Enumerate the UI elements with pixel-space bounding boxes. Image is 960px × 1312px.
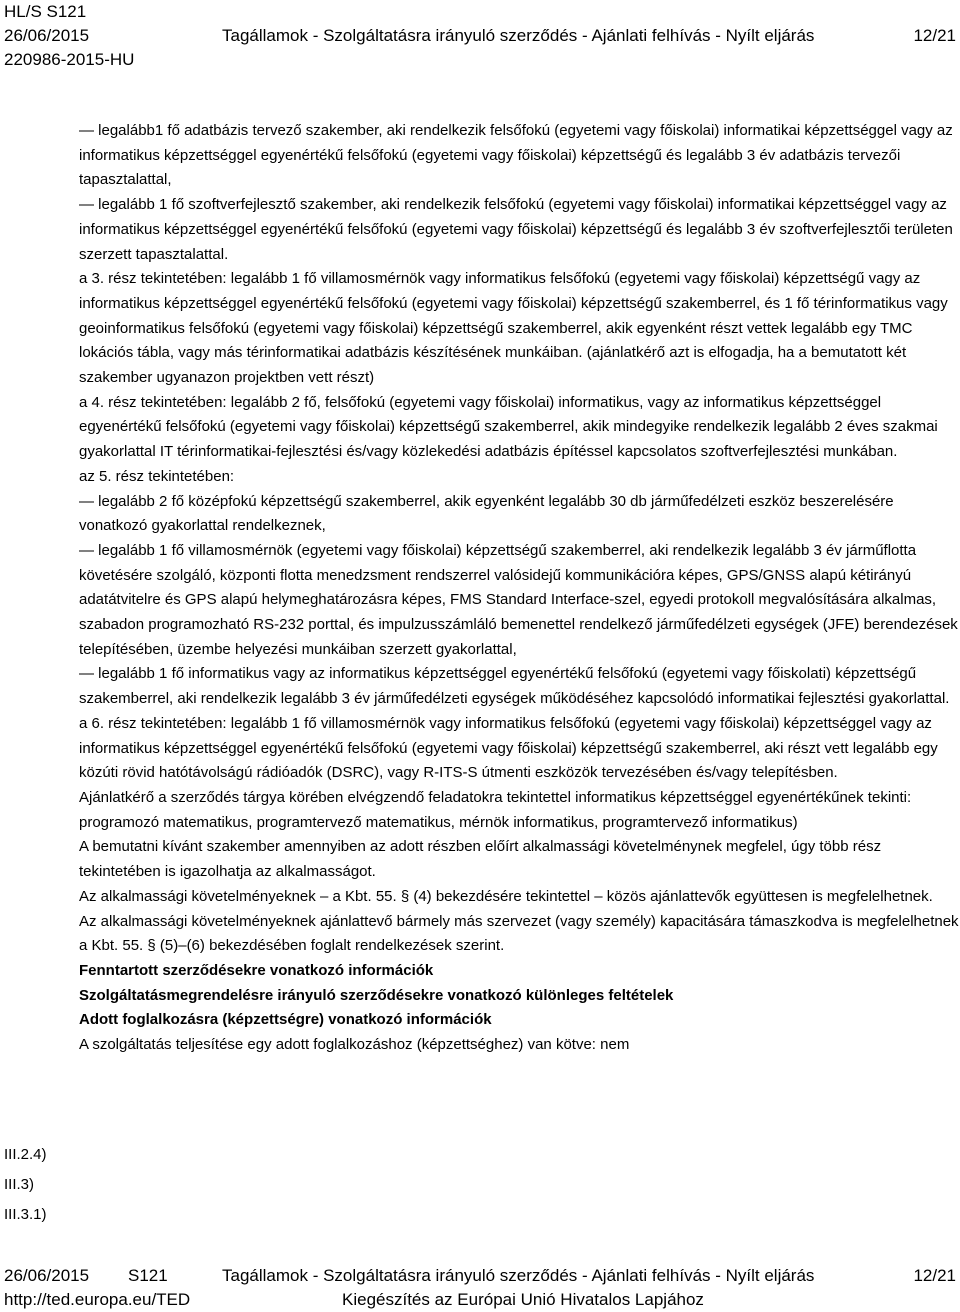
header-doc-id: 220986-2015-HU (4, 50, 135, 69)
paragraph-part-4: a 4. rész tekintetében: legalább 2 fő, felsőfokú (egyetemi vagy főiskolai) informatikus, vagy az informatikus képzettséggel egyenértékű felsőfokú (egyetemi vagy főiskolai) képzettségű szakemberrel, akik mindegyike rendelkezik legalább 2 éves szakmai gyakorlattal IT térinformatikai-fejlesztési és/vagy közlekedési adatbázis építéssel kapcsolatos szoftverfejlesztési munkában. (79, 393, 938, 461)
footer-code: S121 (128, 1266, 168, 1285)
footer-page-number: 12/21 (913, 1266, 956, 1285)
footer-date: 26/06/2015 (4, 1266, 90, 1285)
section-title-reserved-contracts: Fenntartott szerződésekre vonatkozó információk (79, 961, 434, 979)
paragraph-part-3: a 3. rész tekintetében: legalább 1 fő villamosmérnök vagy informatikus felsőfokú (egyetemi vagy főiskolai) képzettségű vagy az informatikus képzettséggel egyenértékű felsőfokú (egyetemi vagy főiskolai) képzettségű szakemberrel, és 1 fő térinformatikus vagy geoinformatikus felsőfokú (egyetemi vagy főiskolai) képzettségű szakemberrel, akik egyenként részt vettek legalább egy TMC lokációs tábla, vagy más térinformatikai adatbázis készítésének munkáiban. (ajánlatkérő azt is elfogadja, ha a bemutatott két szakember ugyanazon projektben vett részt) (79, 270, 948, 387)
paragraph-software-developer: — legalább 1 fő szoftverfejlesztő szakember, aki rendelkezik felsőfokú (egyetemi vagy főiskolai) informatikai képzettséggel vagy az informatikus képzettséggel egyenértékű felsőfokú (egyetemi vagy főiskolai) képzettségű és legalább 3 év szoftverfejlesztői területen szerzett tapasztalattal. (79, 196, 953, 263)
paragraph-part-5-item-2: — legalább 1 fő villamosmérnök (egyetemi vagy főiskolai) képzettségű szakemberrel, aki rendelkezik legalább 3 év járműflotta követésére szolgáló, központi flotta menedzsment rendszerrel valósidejű kommunikációra képes, GPS/GNSS alapú kétirányú adatátvitelre és GPS alapú helymeghatározásra képes, FMS Standard Interface-szel, egyedi protokoll megvalósítására alkalmas, szabadon programozható RS-232 porttal, és impulzusszámláló bemenettel rendelkező járműfedélzeti egységek (JFE) berendezések telepítésében, üzembe helyezési munkáiban szerzett gyakorlattal, (79, 541, 958, 658)
paragraph-dba-designer: — legalább1 fő adatbázis tervező szakember, aki rendelkezik felsőfokú (egyetemi vagy főiskolai) informatikai képzettséggel vagy az informatikus képzettséggel egyenértékű felsőfokú (egyetemi vagy főiskolai) képzettségű és legalább 3 év adatbázis tervezői tapasztalattal, (79, 122, 953, 189)
section-number-service-contracts: III.3) (4, 1176, 35, 1193)
footer-url-link[interactable]: http://ted.europa.eu/TED (4, 1290, 191, 1309)
paragraph-part-6: a 6. rész tekintetében: legalább 1 fő villamosmérnök vagy informatikus felsőfokú (egyetemi vagy főiskolai) képzettséggel vagy az informatikus képzettséggel egyenértékű felsőfokú (egyetemi vagy főiskolai) képzettségű szakemberrel, aki részt vett legalább egy közúti rövid hatótávolságú rádióadók (DSRC), vagy R-ITS-S útmenti eszközök tervezésében és/vagy telepítésben. (79, 714, 938, 782)
paragraph-part-5-item-1: — legalább 2 fő középfokú képzettségű szakemberrel, akik egyenként legalább 30 db járműfedélzeti eszköz beszerelésére vonatkozó gyakorlattal rendelkeznek, (79, 492, 894, 535)
paragraph-equivalents: Ajánlatkérő a szerződés tárgya körében elvégzendő feladatokra tekintettel informatikus képzettséggel egyenértékűnek tekinti: programozó matematikus, programtervező matematikus, mérnök informatikus, programtervező informatikus) (79, 788, 912, 831)
document-body (79, 119, 959, 1058)
footer-publisher: Kiegészítés az Európai Unió Hivatalos Lapjához (342, 1290, 704, 1309)
section-text-profession: A szolgáltatás teljesítése egy adott foglalkozáshoz (képzettséghez) van kötve: nem (79, 1036, 630, 1054)
paragraph-joint-bidders: Az alkalmassági követelményeknek – a Kbt. 55. § (4) bekezdésére tekintettel – közös ajánlattevők együttesen is megfelelhetnek. (79, 887, 933, 905)
paragraph-part-5-intro: az 5. rész tekintetében: (79, 467, 235, 485)
paragraph-capacity: Az alkalmassági követelményeknek ajánlattevő bármely más szervezet (vagy személy) kapacitására támaszkodva is megfelelhetnek a Kbt. 55. § (5)–(6) bekezdésében foglalt rendelkezések szerint. (79, 912, 959, 955)
paragraph-multiple-parts: A bemutatni kívánt szakember amennyiben az adott részben előírt alkalmassági követelménynek megfelel, úgy több rész tekintetében is igazolhatja az alkalmasságot. (79, 838, 882, 881)
section-number-profession: III.3.1) (4, 1206, 47, 1223)
section-title-profession: Adott foglalkozásra (képzettségre) vonatkozó információk (79, 1011, 492, 1029)
header-title: Tagállamok - Szolgáltatásra irányuló szerződés - Ajánlati felhívás - Nyílt eljárás (222, 26, 815, 45)
paragraph-part-5-item-3: — legalább 1 fő informatikus vagy az informatikus képzettséggel egyenértékű felsőfokú (egyetemi vagy főiskolati) képzettségű szakemberrel, aki rendelkezik legalább 3 év járműfedélzeti egységek működéséhez kapcsolódó informatikai fejlesztési gyakorlattal. (79, 665, 950, 708)
header-page-number: 12/21 (913, 26, 956, 45)
footer-title: Tagállamok - Szolgáltatásra irányuló szerződés - Ajánlati felhívás - Nyílt eljárás (222, 1266, 815, 1285)
header-series: HL/S S121 (4, 2, 87, 21)
section-number-reserved-contracts: III.2.4) (4, 1146, 47, 1163)
header-date: 26/06/2015 (4, 26, 90, 45)
section-title-service-contracts: Szolgáltatásmegrendelésre irányuló szerződésekre vonatkozó különleges feltételek (79, 986, 674, 1004)
